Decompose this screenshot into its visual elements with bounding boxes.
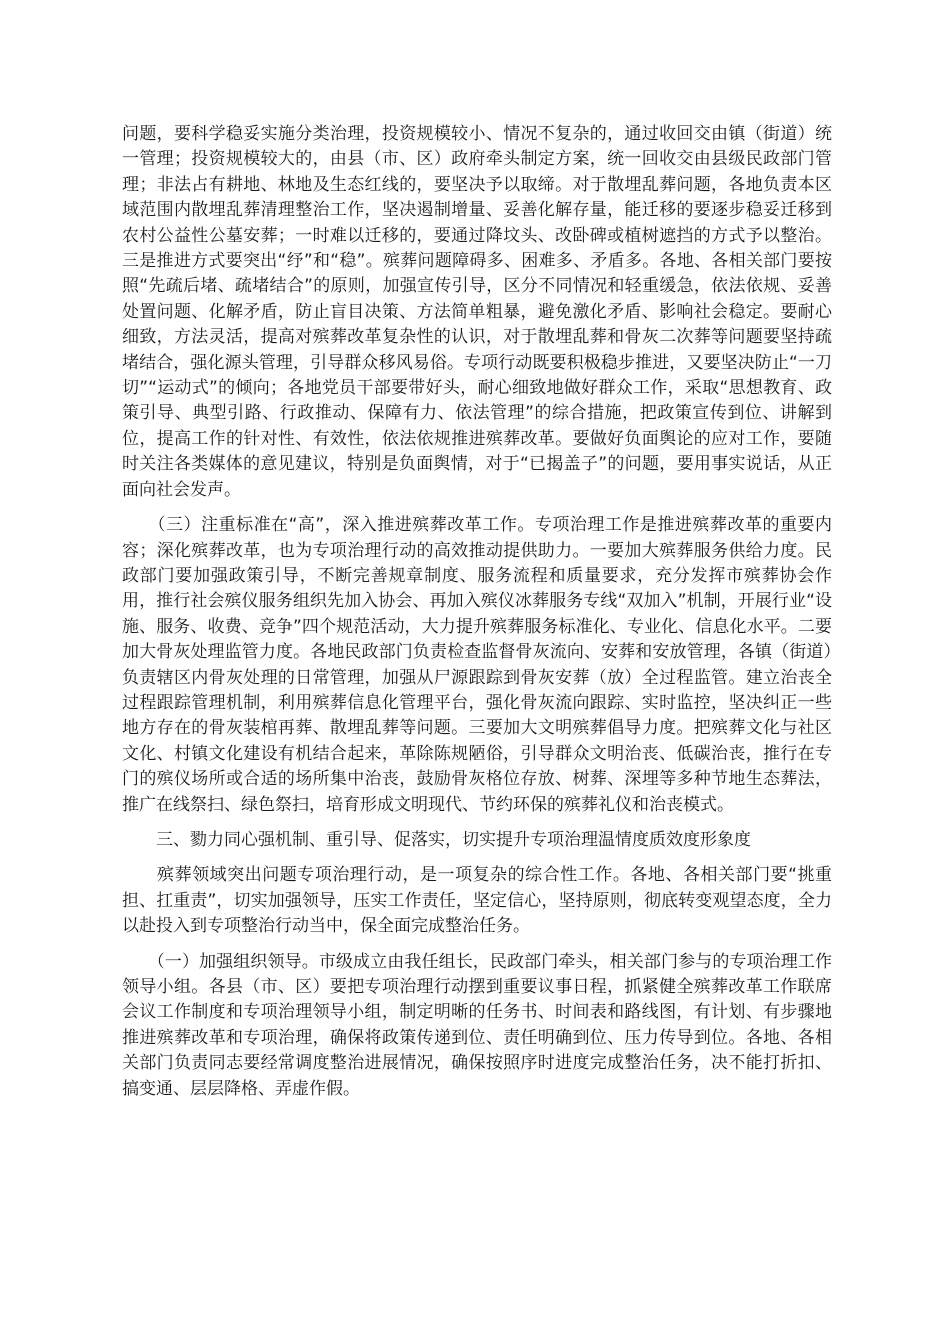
paragraph-4: （一）加强组织领导。市级成立由我任组长，民政部门牵头，相关部门参与的专项治理工作领导小组。各县（市、区）要把专项治理行动摆到重要议事日程，抓紧健全殡葬改革工作联席会议工作制度和专项治理领导小组，制定明晰的任务书、时间表和路线图，有计划、有步骤地推进殡葬改革和专项治理，确保将政策传递到位、责任明确到位、压力传导到位。各地、各相关部门负责同志要经常调度整治进展情况，确保按照序时进度完成整治任务，决不能打折扣、搞变通、层层降格、弄虚作假。 [122, 951, 832, 1099]
document-body [122, 122, 832, 1112]
section-heading: 三、勠力同心强机制、重引导、促落实，切实提升专项治理温情度质效度形象度 [122, 829, 751, 850]
paragraph-2: （三）注重标准在“高”，深入推进殡葬改革工作。专项治理工作是推进殡葬改革的重要内容；深化殡葬改革，也为专项治理行动的高效推动提供助力。一要加大殡葬服务供给力度。民政部门要加强政策引导，不断完善规章制度、服务流程和质量要求，充分发挥市殡葬协会作用，推行社会殡仪服务组织先加入协会、再加入殡仪冰葬服务专线“双加入”机制，开展行业“设施、服务、收费、竞争”四个规范活动，大力提升殡葬服务标准化、专业化、信息化水平。二要加大骨灰处理监管力度。各地民政部门负责检查监督骨灰流向、安葬和安放管理，各镇（街道）负责辖区内骨灰处理的日常管理，加强从尸源跟踪到骨灰安葬（放）全过程监管。建立治丧全过程跟踪管理机制，利用殡葬信息化管理平台，强化骨灰流向跟踪、实时监控，坚决纠正一些地方存在的骨灰装棺再葬、散埋乱葬等问题。三要加大文明殡葬倡导力度。把殡葬文化与社区文化、村镇文化建设有机结合起来，革除陈规陋俗，引导群众文明治丧、低碳治丧，推行在专门的殡仪场所或合适的场所集中治丧，鼓励骨灰格位存放、树葬、深埋等多种节地生态葬法，推广在线祭扫、绿色祭扫，培育形成文明现代、节约环保的殡葬礼仪和治丧模式。 [122, 515, 832, 815]
paragraph-3: 殡葬领域突出问题专项治理行动，是一项复杂的综合性工作。各地、各相关部门要“挑重担、扛重责”，切实加强领导，压实工作责任，坚定信心，坚持原则，彻底转变观望态度，全力以赴投入到专项整治行动当中，保全面完成整治任务。 [122, 865, 832, 937]
paragraph-1: 问题，要科学稳妥实施分类治理，投资规模较小、情况不复杂的，通过收回交由镇（街道）统一管理；投资规模较大的，由县（市、区）政府牵头制定方案，统一回收交由县级民政部门管理；非法占有耕地、林地及生态红线的，要坚决予以取缔。对于散埋乱葬问题，各地负责本区域范围内散埋乱葬清理整治工作，坚决遏制增量、妥善化解存量，能迁移的要逐步稳妥迁移到农村公益性公墓安葬；一时难以迁移的，要通过降坟头、改卧碑或植树遮挡的方式予以整治。三是推进方式要突出“纾”和“稳”。殡葬问题障碍多、困难多、矛盾多。各地、各相关部门要按照“先疏后堵、疏堵结合”的原则，加强宣传引导，区分不同情况和轻重缓急，依法依规、妥善处置问题、化解矛盾，防止盲目决策、方法简单粗暴，避免激化矛盾、影响社会稳定。要耐心细致，方法灵活，提高对殡葬改革复杂性的认识，对于散埋乱葬和骨灰二次葬等问题要坚持疏堵结合，强化源头管理，引导群众移风易俗。专项行动既要积极稳步推进，又要坚决防止“一刀切”“运动式”的倾向；各地党员干部要带好头，耐心细致地做好群众工作，采取“思想教育、政策引导、典型引路、行政推动、保障有力、依法管理”的综合措施，把政策宣传到位、讲解到位，提高工作的针对性、有效性，依法依规推进殡葬改革。要做好负面舆论的应对工作，要随时关注各类媒体的意见建议，特别是负面舆情，对于“已揭盖子”的问题，要用事实说话，从正面向社会发声。 [122, 124, 832, 500]
